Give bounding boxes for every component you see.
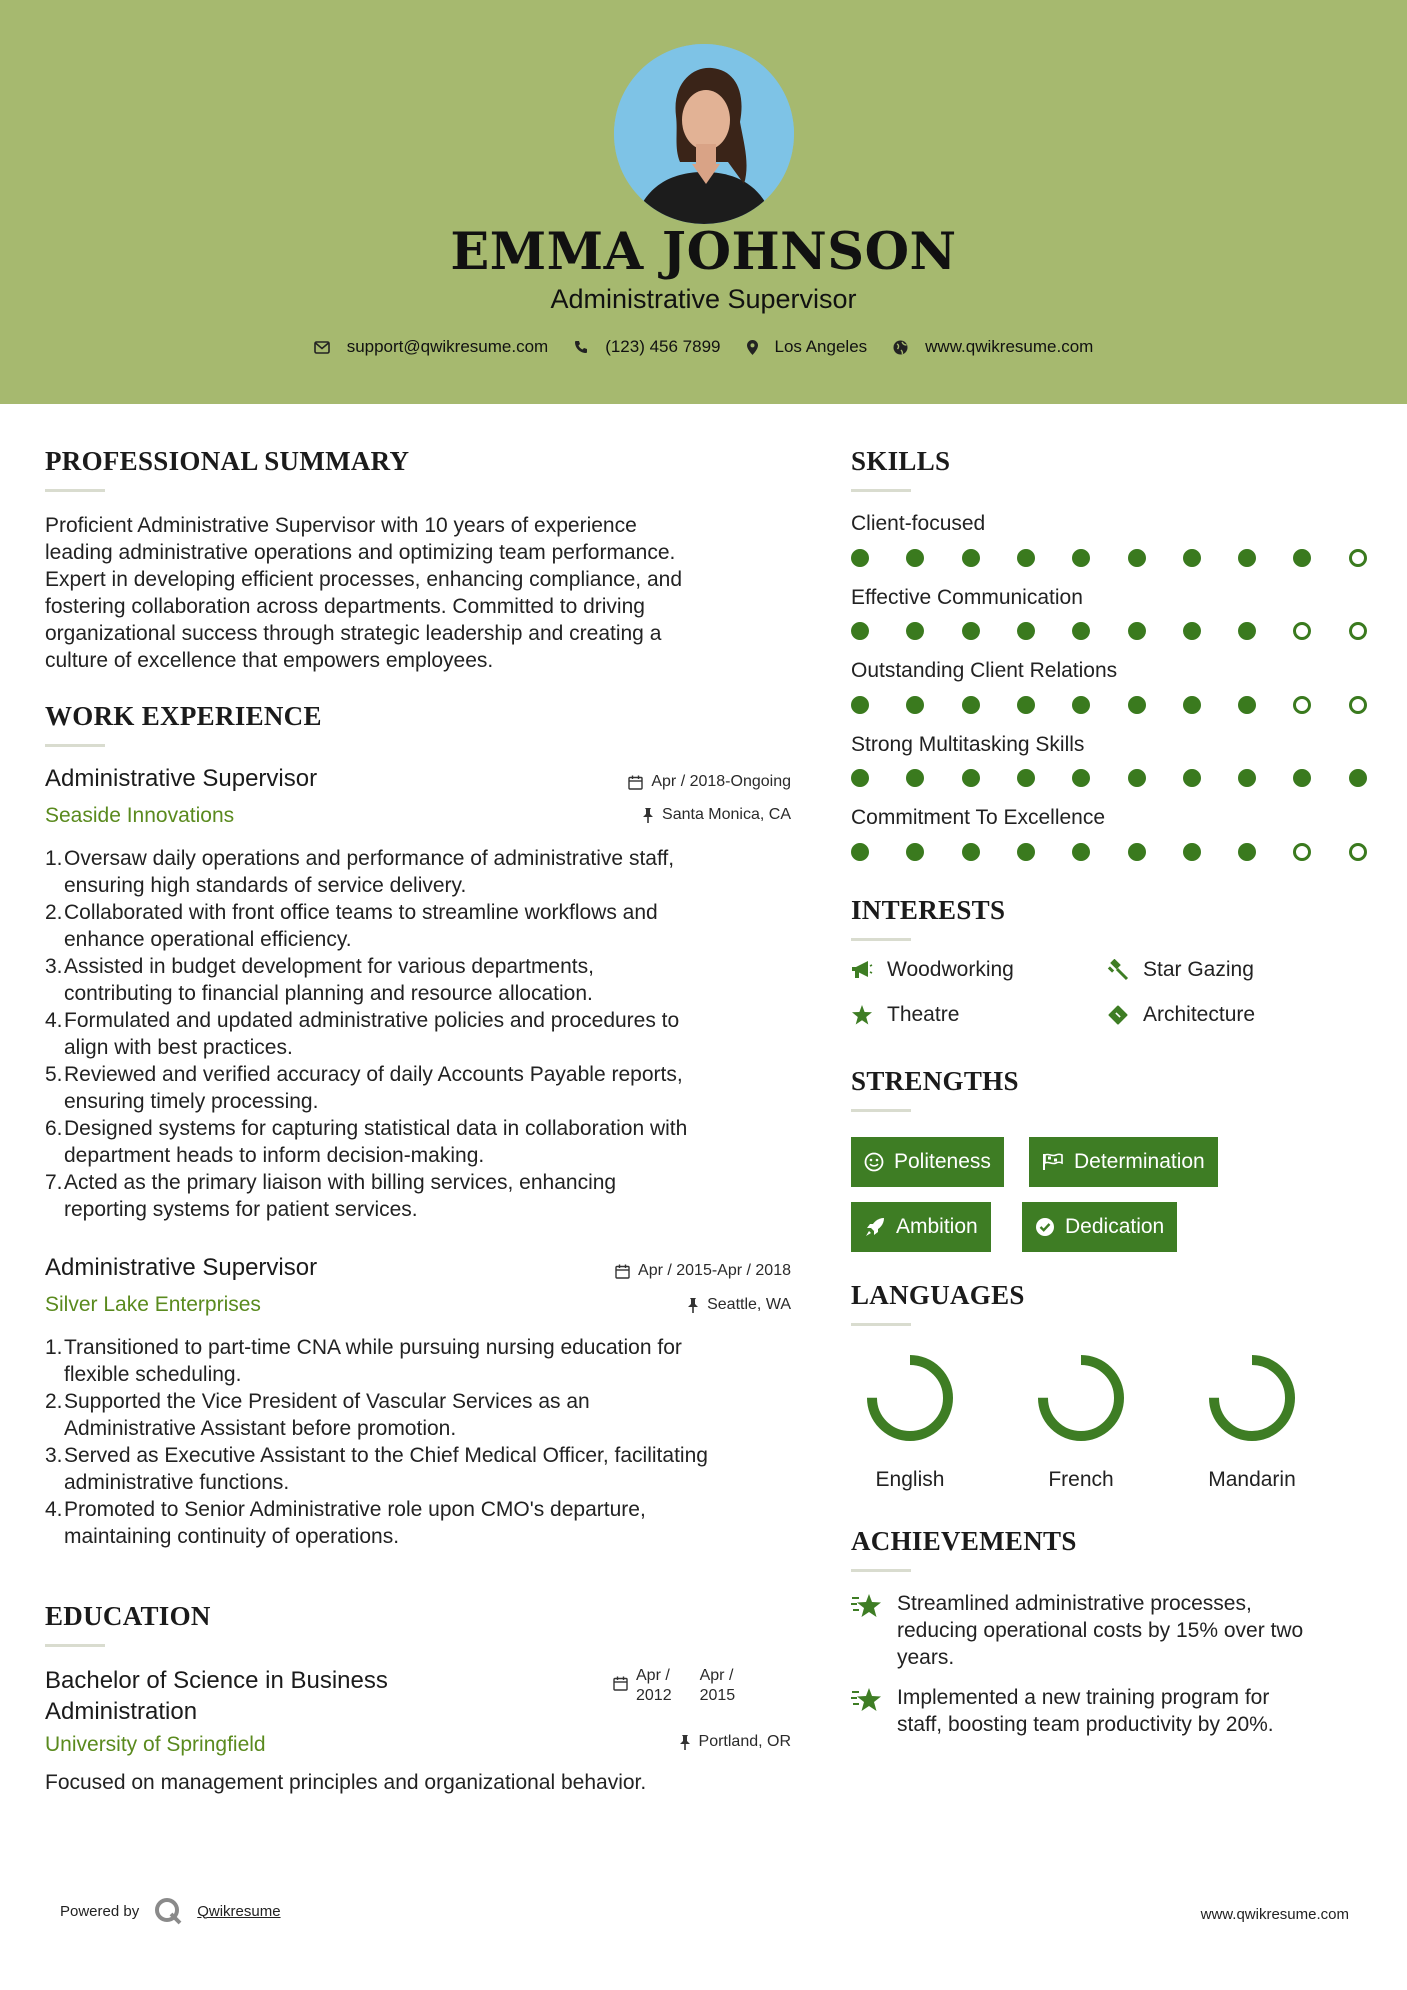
job-title: Administrative Supervisor bbox=[45, 765, 318, 792]
duty-item bbox=[45, 953, 805, 1007]
language-name: Mandarin bbox=[1208, 1468, 1296, 1491]
skill-dot-filled bbox=[1183, 622, 1201, 640]
contact-website[interactable] bbox=[893, 337, 1093, 357]
duty-number: 2. bbox=[45, 901, 63, 924]
profile-photo-icon bbox=[614, 44, 794, 224]
experience-divider bbox=[45, 744, 105, 747]
skill-dot-filled bbox=[1183, 549, 1201, 567]
duty-line: reporting systems for patient services. bbox=[64, 1198, 418, 1221]
skill-rating bbox=[851, 696, 1367, 716]
language-name: French bbox=[1048, 1468, 1114, 1491]
strength-badge bbox=[851, 1137, 1004, 1187]
skill-dot-filled bbox=[1017, 549, 1035, 567]
skill-dot-filled bbox=[851, 843, 869, 861]
phone-text[interactable]: (123) 456 7899 bbox=[605, 337, 721, 356]
duty-number: 1. bbox=[45, 847, 63, 870]
skill-dot-filled bbox=[1238, 622, 1256, 640]
skill-dot-empty bbox=[1349, 549, 1367, 567]
summary-text bbox=[45, 512, 805, 674]
skill-dot-filled bbox=[962, 549, 980, 567]
summary-line: organizational success through strategic leadership and creating a bbox=[45, 622, 662, 645]
candidate-name: EMMA JOHNSON bbox=[450, 222, 957, 282]
achievements-divider bbox=[851, 1569, 911, 1572]
calendar-icon bbox=[615, 1264, 630, 1279]
duty-line: contributing to financial planning and resource allocation. bbox=[64, 982, 593, 1005]
duty-line: Formulated and updated administrative policies and procedures to bbox=[64, 1009, 680, 1032]
summary-line: Proficient Administrative Supervisor with 10 years of experience bbox=[45, 514, 637, 537]
skill-name: Commitment To Excellence bbox=[851, 806, 1106, 829]
skill-dot-filled bbox=[1238, 843, 1256, 861]
languages-heading: LANGUAGES bbox=[851, 1280, 1025, 1310]
degree-line: Bachelor of Science in Business bbox=[45, 1667, 388, 1694]
envelope-icon bbox=[314, 341, 330, 354]
degree-line: Administration bbox=[45, 1698, 198, 1725]
duty-text bbox=[64, 1007, 679, 1061]
achievement-line: Implemented a new training program for bbox=[897, 1686, 1270, 1709]
education-location-text: Portland, OR bbox=[698, 1733, 791, 1750]
calendar-icon bbox=[628, 775, 643, 790]
interests-heading: INTERESTS bbox=[851, 895, 1006, 925]
duty-item bbox=[45, 845, 805, 899]
skill-dot-filled bbox=[1128, 696, 1146, 714]
resume-header bbox=[0, 0, 1407, 404]
skill-dot-filled bbox=[906, 696, 924, 714]
candidate-title: Administrative Supervisor bbox=[550, 284, 857, 314]
duty-line: Transitioned to part-time CNA while pursuing nursing education for bbox=[64, 1336, 682, 1359]
skill-dot-filled bbox=[1017, 622, 1035, 640]
skill-dot-filled bbox=[1072, 622, 1090, 640]
interest-item bbox=[1107, 958, 1254, 982]
language-item bbox=[1021, 1352, 1141, 1492]
map-pin-icon bbox=[747, 340, 758, 355]
education-dates bbox=[613, 1666, 735, 1706]
achievement-text bbox=[897, 1590, 1303, 1671]
skill-dot-filled bbox=[1183, 696, 1201, 714]
duty-line: Administrative Assistant before promotion. bbox=[64, 1417, 457, 1440]
achievements-heading: ACHIEVEMENTS bbox=[851, 1526, 1077, 1556]
skill-dot-filled bbox=[962, 843, 980, 861]
end-month: Apr / bbox=[699, 1667, 734, 1684]
duty-line: department heads to inform decision-making. bbox=[64, 1144, 485, 1167]
duty-line: Acted as the primary liaison with billing services, enhancing bbox=[64, 1171, 617, 1194]
job-location bbox=[642, 806, 791, 824]
job-duties bbox=[45, 845, 805, 1223]
duty-text bbox=[64, 845, 674, 899]
education-heading: EDUCATION bbox=[45, 1601, 211, 1631]
duty-number: 1. bbox=[45, 1336, 63, 1359]
summary-line: culture of excellence that empowers employees. bbox=[45, 649, 494, 672]
skill-dot-filled bbox=[906, 622, 924, 640]
duty-number: 7. bbox=[45, 1171, 63, 1194]
strength-label: Dedication bbox=[1065, 1215, 1165, 1238]
duty-text bbox=[64, 1169, 616, 1223]
qwikresume-logo-icon bbox=[153, 1896, 183, 1926]
skills-divider bbox=[851, 489, 911, 492]
contact-location bbox=[747, 337, 868, 357]
skill-dot-filled bbox=[1238, 769, 1256, 787]
award-star-icon bbox=[851, 1686, 883, 1714]
summary-line: leading administrative operations and optimizing team performance. bbox=[45, 541, 676, 564]
end-year: 2015 bbox=[699, 1687, 736, 1704]
duty-line: flexible scheduling. bbox=[64, 1363, 242, 1386]
skill-dot-filled bbox=[1072, 769, 1090, 787]
duty-number: 3. bbox=[45, 1444, 63, 1467]
achievement-line: reducing operational costs by 15% over two bbox=[897, 1619, 1304, 1642]
strength-badge bbox=[1029, 1137, 1218, 1187]
duty-item bbox=[45, 1388, 805, 1442]
duty-text bbox=[64, 1334, 682, 1388]
skill-dot-filled bbox=[1128, 549, 1146, 567]
duty-line: align with best practices. bbox=[64, 1036, 293, 1059]
skill-dot-filled bbox=[851, 696, 869, 714]
job-dates bbox=[628, 773, 791, 791]
start-year: 2012 bbox=[636, 1687, 672, 1704]
interest-label: Woodworking bbox=[887, 958, 1014, 981]
duty-line: Reviewed and verified accuracy of daily Accounts Payable reports, bbox=[64, 1063, 683, 1086]
skill-dot-filled bbox=[1349, 769, 1367, 787]
powered-by-text: Powered by bbox=[60, 1902, 140, 1920]
strengths-divider bbox=[851, 1109, 911, 1112]
contact-email[interactable] bbox=[314, 337, 549, 357]
duty-item bbox=[45, 1334, 805, 1388]
skill-dot-filled bbox=[1128, 843, 1146, 861]
job-location-text: Santa Monica, CA bbox=[662, 806, 791, 823]
achievement-line: staff, boosting team productivity by 20%. bbox=[897, 1713, 1274, 1736]
skill-name: Strong Multitasking Skills bbox=[851, 733, 1085, 756]
skill-dot-empty bbox=[1293, 843, 1311, 861]
job-duties bbox=[45, 1334, 805, 1550]
strength-badge bbox=[1022, 1202, 1177, 1252]
pushpin-icon bbox=[642, 808, 654, 823]
experience-heading: WORK EXPERIENCE bbox=[45, 701, 322, 731]
duty-number: 5. bbox=[45, 1063, 63, 1086]
interest-item bbox=[851, 958, 1014, 982]
summary-heading: PROFESSIONAL SUMMARY bbox=[45, 446, 410, 476]
interest-label: Theatre bbox=[887, 1003, 960, 1026]
start-month: Apr / bbox=[636, 1667, 670, 1684]
ticket-icon bbox=[1107, 1004, 1129, 1026]
skill-dot-filled bbox=[851, 622, 869, 640]
skill-dot-filled bbox=[962, 769, 980, 787]
skill-dot-filled bbox=[1128, 769, 1146, 787]
achievement-line: years. bbox=[897, 1646, 955, 1669]
duty-number: 6. bbox=[45, 1117, 63, 1140]
skill-dot-filled bbox=[1072, 696, 1090, 714]
qwikresume-link[interactable]: Qwikresume bbox=[197, 1902, 281, 1920]
location-text: Los Angeles bbox=[774, 337, 868, 356]
duty-item bbox=[45, 1007, 805, 1061]
job-dates bbox=[615, 1262, 791, 1280]
skill-dot-filled bbox=[1238, 549, 1256, 567]
interest-label: Star Gazing bbox=[1143, 958, 1254, 981]
interest-item bbox=[1107, 1003, 1255, 1027]
achievement-item bbox=[851, 1684, 1371, 1738]
duty-line: administrative functions. bbox=[64, 1471, 290, 1494]
language-proficiency-ring bbox=[1035, 1352, 1127, 1444]
summary-line: Expert in developing efficient processes, enhancing compliance, and bbox=[45, 568, 683, 591]
job-location bbox=[687, 1296, 791, 1314]
footer-brand bbox=[60, 1896, 281, 1926]
strength-label: Ambition bbox=[896, 1215, 978, 1238]
language-proficiency-ring bbox=[864, 1352, 956, 1444]
duty-line: Supported the Vice President of Vascular Services as an bbox=[64, 1390, 590, 1413]
skill-name: Client-focused bbox=[851, 512, 986, 535]
job-dates-text: Apr / 2015-Apr / 2018 bbox=[638, 1262, 791, 1279]
company-name: Silver Lake Enterprises bbox=[45, 1293, 261, 1316]
profile-photo bbox=[614, 44, 794, 224]
language-name: English bbox=[875, 1468, 945, 1491]
duty-line: Served as Executive Assistant to the Chief Medical Officer, facilitating bbox=[64, 1444, 708, 1467]
skill-dot-filled bbox=[1128, 622, 1146, 640]
rocket-icon bbox=[864, 1216, 886, 1238]
duty-item bbox=[45, 899, 805, 953]
education-description: Focused on management principles and organizational behavior. bbox=[45, 1771, 647, 1794]
duty-item bbox=[45, 1061, 805, 1115]
duty-item bbox=[45, 1496, 805, 1550]
contact-phone[interactable] bbox=[574, 337, 720, 357]
skill-rating bbox=[851, 549, 1367, 569]
duty-text bbox=[64, 953, 594, 1007]
duty-text bbox=[64, 1496, 646, 1550]
pushpin-icon bbox=[679, 1735, 691, 1750]
achievement-line: Streamlined administrative processes, bbox=[897, 1592, 1252, 1615]
skill-dot-filled bbox=[1017, 843, 1035, 861]
duty-line: Oversaw daily operations and performance of administrative staff, bbox=[64, 847, 675, 870]
job-title: Administrative Supervisor bbox=[45, 1254, 318, 1281]
email-text[interactable]: support@qwikresume.com bbox=[346, 337, 549, 356]
star-icon bbox=[851, 1005, 873, 1026]
megaphone-icon bbox=[851, 960, 873, 980]
interest-label: Architecture bbox=[1143, 1003, 1256, 1026]
skill-dot-filled bbox=[962, 622, 980, 640]
duty-line: enhance operational efficiency. bbox=[64, 928, 352, 951]
skill-name: Effective Communication bbox=[851, 586, 1083, 609]
language-item bbox=[1192, 1352, 1312, 1492]
duty-item bbox=[45, 1442, 805, 1496]
skill-rating bbox=[851, 769, 1367, 789]
duty-line: Designed systems for capturing statistical data in collaboration with bbox=[64, 1117, 688, 1140]
skill-dot-filled bbox=[1238, 696, 1256, 714]
skill-dot-filled bbox=[1293, 549, 1311, 567]
strength-label: Determination bbox=[1074, 1150, 1205, 1173]
skill-dot-filled bbox=[906, 769, 924, 787]
duty-number: 4. bbox=[45, 1498, 63, 1521]
duty-number: 2. bbox=[45, 1390, 63, 1413]
summary-line: fostering collaboration across departments. Committed to driving bbox=[45, 595, 645, 618]
achievement-text bbox=[897, 1684, 1274, 1738]
skill-dot-empty bbox=[1293, 696, 1311, 714]
language-proficiency-ring bbox=[1206, 1352, 1298, 1444]
interests-divider bbox=[851, 938, 911, 941]
skill-dot-filled bbox=[906, 549, 924, 567]
interest-item bbox=[851, 1003, 959, 1027]
contact-bar bbox=[0, 337, 1407, 357]
languages-divider bbox=[851, 1323, 911, 1326]
skill-dot-filled bbox=[1072, 549, 1090, 567]
skill-rating bbox=[851, 843, 1367, 863]
phone-icon bbox=[574, 340, 588, 354]
skill-dot-filled bbox=[1017, 769, 1035, 787]
degree-title bbox=[45, 1665, 388, 1727]
gavel-icon bbox=[1107, 959, 1129, 981]
duty-text bbox=[64, 1061, 683, 1115]
smile-icon bbox=[864, 1152, 884, 1172]
calendar-icon bbox=[613, 1676, 628, 1691]
skill-dot-filled bbox=[851, 549, 869, 567]
duty-line: ensuring high standards of service delivery. bbox=[64, 874, 467, 897]
skills-heading: SKILLS bbox=[851, 446, 951, 476]
website-text[interactable]: www.qwikresume.com bbox=[925, 337, 1094, 356]
check-circle-icon bbox=[1035, 1217, 1055, 1237]
duty-line: Promoted to Senior Administrative role upon CMO's departure, bbox=[64, 1498, 646, 1521]
globe-icon bbox=[893, 340, 908, 355]
education-divider bbox=[45, 1644, 105, 1647]
education-start bbox=[636, 1666, 672, 1706]
duty-line: Assisted in budget development for various departments, bbox=[64, 955, 594, 978]
strengths-heading: STRENGTHS bbox=[851, 1066, 1019, 1096]
skill-dot-filled bbox=[1017, 696, 1035, 714]
duty-text bbox=[64, 899, 658, 953]
strength-label: Politeness bbox=[894, 1150, 991, 1173]
skill-rating bbox=[851, 622, 1367, 642]
skill-dot-filled bbox=[962, 696, 980, 714]
skill-dot-filled bbox=[906, 843, 924, 861]
award-star-icon bbox=[851, 1592, 883, 1620]
education-end bbox=[700, 1666, 736, 1706]
skill-dot-empty bbox=[1349, 696, 1367, 714]
language-item bbox=[850, 1352, 970, 1492]
summary-divider bbox=[45, 489, 105, 492]
flag-icon bbox=[1042, 1153, 1064, 1171]
school-name: University of Springfield bbox=[45, 1733, 266, 1756]
skill-dot-filled bbox=[851, 769, 869, 787]
skill-name: Outstanding Client Relations bbox=[851, 659, 1118, 682]
achievement-item bbox=[851, 1590, 1371, 1671]
pushpin-icon bbox=[687, 1298, 699, 1313]
duty-item bbox=[45, 1115, 805, 1169]
footer-website[interactable]: www.qwikresume.com bbox=[1200, 1906, 1349, 1923]
duty-line: Collaborated with front office teams to streamline workflows and bbox=[64, 901, 658, 924]
company-name: Seaside Innovations bbox=[45, 804, 235, 827]
duty-text bbox=[64, 1442, 708, 1496]
education-location bbox=[679, 1733, 791, 1751]
skill-dot-filled bbox=[1183, 769, 1201, 787]
duty-line: ensuring timely processing. bbox=[64, 1090, 319, 1113]
strength-badge bbox=[851, 1202, 991, 1252]
duty-item bbox=[45, 1169, 805, 1223]
duty-line: maintaining continuity of operations. bbox=[64, 1525, 400, 1548]
job-dates-text: Apr / 2018-Ongoing bbox=[651, 773, 791, 790]
skill-dot-empty bbox=[1293, 622, 1311, 640]
skill-dot-filled bbox=[1183, 843, 1201, 861]
skill-dot-empty bbox=[1349, 843, 1367, 861]
duty-text bbox=[64, 1388, 590, 1442]
duty-text bbox=[64, 1115, 687, 1169]
duty-number: 4. bbox=[45, 1009, 63, 1032]
skill-dot-filled bbox=[1072, 843, 1090, 861]
duty-number: 3. bbox=[45, 955, 63, 978]
skill-dot-empty bbox=[1349, 622, 1367, 640]
job-location-text: Seattle, WA bbox=[707, 1296, 791, 1313]
skill-dot-filled bbox=[1293, 769, 1311, 787]
